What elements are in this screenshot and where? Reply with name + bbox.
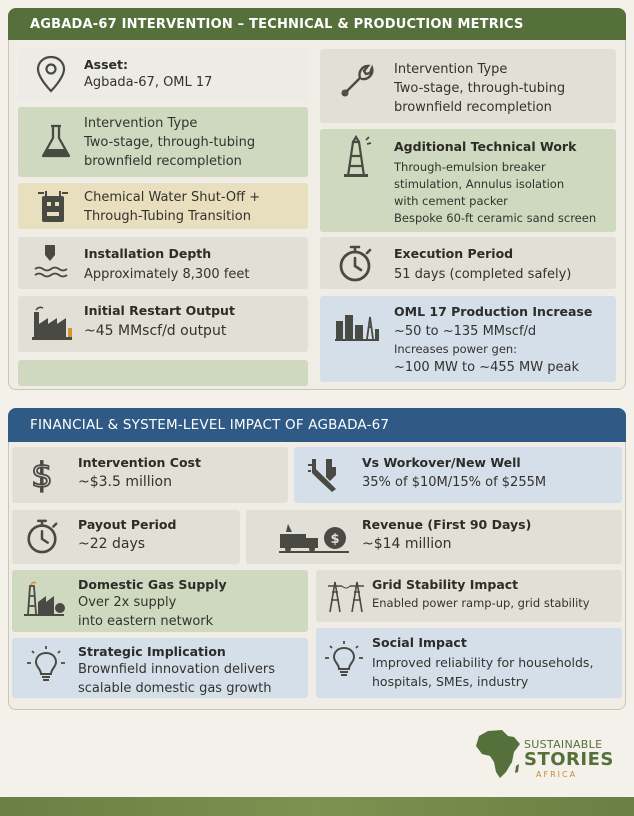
- gas-plant-icon: [22, 580, 66, 616]
- lightbulb-icon: [26, 645, 66, 685]
- stopwatch-icon: [24, 516, 60, 556]
- logo-line2: STORIES: [524, 749, 614, 770]
- revenue-truck-icon: [278, 518, 350, 554]
- logo-line1: SUSTAINABLE: [524, 738, 603, 751]
- domestic-line2: into eastern network: [78, 614, 214, 629]
- additional-work-label: Agditional Technical Work: [394, 139, 577, 154]
- svg-text:$: $: [31, 456, 53, 494]
- chemical-line1: Chemical Water Shut-Off +: [84, 190, 261, 205]
- social-line2: hospitals, SMEs, industry: [372, 674, 529, 689]
- payout-label: Payout Period: [78, 517, 177, 532]
- depth-value: Approximately 8,300 feet: [84, 267, 250, 282]
- restart-filler-card: [18, 360, 308, 386]
- strategic-line2: scalable domestic gas growth: [78, 681, 272, 696]
- power-tower-icon: [326, 578, 366, 614]
- restart-value: ~45 MMscf/d output: [84, 323, 227, 339]
- grid-value: Enabled power ramp-up, grid stability: [372, 596, 590, 610]
- additional-work-line1: Through-emulsion breaker: [394, 160, 546, 174]
- section1-header: [8, 8, 626, 40]
- execution-value: 51 days (completed safely): [394, 267, 572, 282]
- factory-icon: [30, 304, 74, 340]
- chemical-tank-icon: [36, 188, 70, 224]
- intervention-left-label: Intervention Type: [84, 116, 198, 131]
- grid-label: Grid Stability Impact: [372, 577, 519, 592]
- production-increase-line1: ~50 to ~135 MMscf/d: [394, 324, 537, 339]
- asset-label: Asset:: [84, 57, 129, 72]
- location-pin-icon: [34, 54, 68, 94]
- wrench-icon: [336, 60, 376, 100]
- social-line1: Improved reliability for households,: [372, 655, 594, 670]
- workover-label: Vs Workover/New Well: [362, 455, 521, 470]
- logo-line3: AFRICA: [536, 770, 578, 779]
- dollar-icon: [24, 454, 60, 494]
- cost-label: Intervention Cost: [78, 455, 201, 470]
- domestic-line1: Over 2x supply: [78, 595, 177, 610]
- tools-icon: [306, 455, 342, 493]
- additional-work-line4: Bespoke 60-ft ceramic sand screen: [394, 211, 597, 225]
- additional-work-line2: stimulation, Annulus isolation: [394, 177, 565, 191]
- production-increase-line3: ~100 MW to ~455 MW peak: [394, 360, 580, 375]
- well-derrick-icon: [338, 134, 374, 178]
- section2-header: [8, 408, 626, 442]
- section1-title: AGBADA-67 INTERVENTION – TECHNICAL & PRODUCTION METRICS: [30, 16, 524, 32]
- production-increase-line2: Increases power gen:: [394, 342, 518, 356]
- svg-text:$: $: [330, 532, 340, 547]
- execution-label: Execution Period: [394, 246, 514, 261]
- workover-value: 35% of $10M/15% of $255M: [362, 475, 547, 490]
- additional-work-line3: with cement packer: [394, 194, 508, 208]
- strategic-line1: Brownfield innovation delivers: [78, 662, 276, 677]
- africa-map-icon: [474, 728, 522, 780]
- strategic-label: Strategic Implication: [78, 644, 226, 659]
- flask-icon: [36, 122, 76, 162]
- production-increase-label: OML 17 Production Increase: [394, 304, 593, 319]
- depth-marker-icon: [32, 243, 68, 281]
- domestic-label: Domestic Gas Supply: [78, 577, 227, 592]
- lightbulb-icon: [324, 640, 364, 680]
- intervention-right-label: Intervention Type: [394, 62, 508, 77]
- intervention-left-line2: brownfield recompletion: [84, 154, 242, 169]
- stopwatch-icon: [336, 243, 374, 283]
- revenue-label: Revenue (First 90 Days): [362, 517, 532, 532]
- revenue-value: ~$14 million: [362, 536, 452, 552]
- sustainable-stories-logo: [474, 726, 624, 784]
- intervention-right-line2: brownfield recompletion: [394, 100, 552, 115]
- city-power-icon: [334, 311, 380, 341]
- intervention-left-line1: Two-stage, through-tubing: [84, 135, 256, 150]
- asset-value: Agbada-67, OML 17: [84, 75, 213, 90]
- payout-value: ~22 days: [78, 536, 146, 552]
- footer-bar: [0, 797, 634, 816]
- social-label: Social Impact: [372, 635, 467, 650]
- intervention-right-line1: Two-stage, through-tubing: [394, 81, 566, 96]
- restart-label: Initial Restart Output: [84, 303, 235, 318]
- cost-value: ~$3.5 million: [78, 474, 172, 490]
- section2-title: FINANCIAL & SYSTEM-LEVEL IMPACT OF AGBADA-67: [30, 417, 390, 433]
- depth-label: Installation Depth: [84, 246, 212, 261]
- chemical-line2: Through-Tubing Transition: [84, 209, 251, 224]
